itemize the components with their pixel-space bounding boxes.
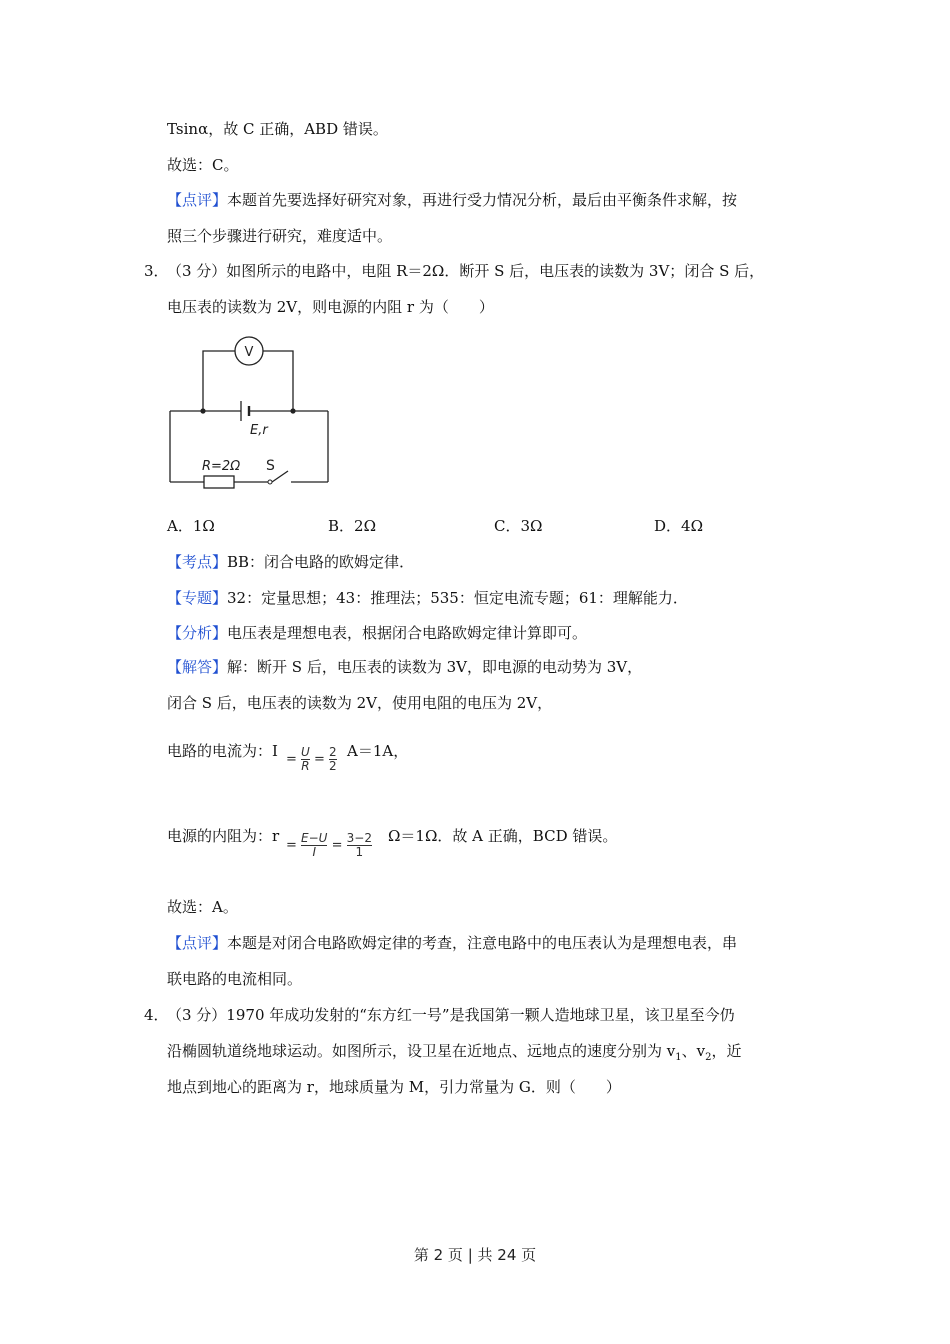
equals-sign: = — [286, 752, 297, 767]
resistance-fraction-group — [286, 832, 372, 859]
question-text: 电压表的读数为 2V，则电源的内阻 r 为（ ） — [167, 298, 494, 316]
jieda-tag: 【解答】 — [167, 658, 228, 676]
jieda-line — [167, 657, 642, 677]
numerator: 3−2 — [346, 831, 372, 845]
fraction — [301, 746, 310, 773]
text-segment: ，近 — [711, 1042, 742, 1060]
numerator: U — [301, 745, 310, 759]
question-text: （3 分）如图所示的电路中，电阻 R＝2Ω．断开 S 后，电压表的读数为 3V；闭合 S 后， — [167, 262, 765, 280]
dianping-tag: 【点评】 — [167, 934, 228, 952]
resistor — [204, 476, 234, 488]
comment-tag: 【点评】 — [167, 191, 228, 209]
voltmeter-label: V — [244, 345, 254, 360]
question-number: 3． — [144, 262, 169, 280]
resistance-result: Ω＝1Ω．故 A 正确，BCD 错误。 — [388, 827, 618, 845]
equals-sign: = — [313, 752, 325, 767]
comment-line — [167, 190, 737, 210]
equals-sign: = — [286, 838, 297, 853]
denominator: R — [301, 759, 310, 773]
jieda-text: 解：断开 S 后，电压表的读数为 3V，即电源的电动势为 3V， — [227, 658, 643, 676]
numerator: E−U — [301, 831, 328, 845]
denominator: I — [312, 845, 317, 859]
resistance-label: 电源的内阻为：r — [167, 827, 280, 845]
current-formula — [167, 741, 278, 761]
subscript: 2 — [705, 1052, 712, 1063]
resistor-label: R=2Ω — [202, 459, 241, 474]
dianping-text: 本题是对闭合电路欧姆定律的考查，注意电路中的电压表认为是理想电表，串 — [227, 934, 738, 952]
text-segment: 、v — [681, 1042, 706, 1060]
kaodian-text: BB：闭合电路的欧姆定律． — [227, 553, 415, 571]
battery-label: E,r — [250, 423, 268, 438]
current-result: A＝1A， — [347, 742, 409, 760]
option-a: A．1Ω — [167, 517, 215, 535]
current-label: 电路的电流为：I — [167, 742, 278, 760]
text-line: 故选：C。 — [167, 156, 239, 174]
fenxi-tag: 【分析】 — [167, 624, 228, 642]
page-footer: 第 2 页 | 共 24 页 — [413, 1246, 537, 1264]
junction-dot — [290, 408, 295, 413]
denominator: 1 — [355, 845, 364, 859]
answer-line: 故选：A。 — [167, 898, 238, 916]
equals-sign: = — [331, 838, 343, 853]
text-line: 照三个步骤进行研究，难度适中。 — [167, 227, 393, 245]
switch-contact — [268, 480, 272, 484]
option-d: D．4Ω — [654, 517, 704, 535]
fraction — [329, 746, 337, 773]
dianping-line — [167, 933, 737, 953]
resistance-formula — [167, 826, 279, 846]
text-segment: 沿椭圆轨道绕地球运动。如图所示，设卫星在近地点、远地点的速度分别为 v — [167, 1042, 676, 1060]
fraction — [301, 832, 327, 859]
text-line: Tsinα，故 C 正确，ABD 错误。 — [167, 120, 388, 138]
subscript: 1 — [675, 1052, 682, 1063]
question-text — [167, 1041, 742, 1068]
zhuanti-line — [167, 588, 688, 608]
fenxi-text: 电压表是理想电表，根据闭合电路欧姆定律计算即可。 — [227, 624, 588, 642]
fraction — [347, 832, 372, 859]
option-b: B．2Ω — [328, 517, 377, 535]
question-text: 地点到地心的距离为 r，地球质量为 M，引力常量为 G．则（ ） — [167, 1078, 621, 1096]
text-line: 联电路的电流相同。 — [167, 970, 303, 988]
kaodian-line — [167, 552, 414, 572]
question-number: 4． — [144, 1006, 169, 1024]
kaodian-tag: 【考点】 — [167, 553, 228, 571]
current-fraction-group — [286, 746, 337, 773]
zhuanti-text: 32：定量思想；43：推理法；535：恒定电流专题；61：理解能力． — [227, 589, 688, 607]
denominator: 2 — [329, 759, 337, 773]
circuit-diagram — [160, 330, 340, 495]
zhuanti-tag: 【专题】 — [167, 589, 228, 607]
fenxi-line — [167, 623, 587, 643]
junction-dot — [200, 408, 205, 413]
question-text: （3 分）1970 年成功发射的“东方红一号”是我国第一颗人造地球卫星，该卫星至今仍 — [167, 1006, 735, 1024]
switch-label: S — [266, 458, 275, 474]
text-line: 闭合 S 后，电压表的读数为 2V，使用电阻的电压为 2V， — [167, 694, 553, 712]
option-c: C．3Ω — [494, 517, 543, 535]
numerator: 2 — [329, 745, 337, 759]
comment-text: 本题首先要选择好研究对象，再进行受力情况分析，最后由平衡条件求解，按 — [227, 191, 738, 209]
